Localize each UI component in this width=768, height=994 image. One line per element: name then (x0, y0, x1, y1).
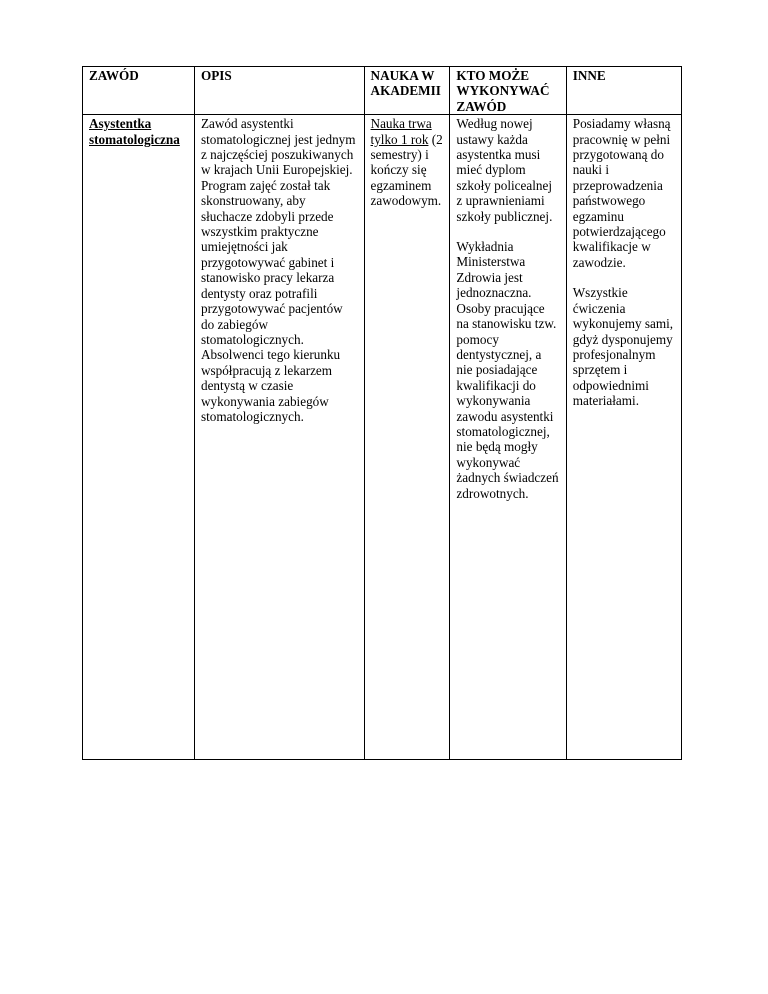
cell-nauka (364, 115, 450, 760)
description-text: Zawód asystentki stomatologicznej jest jednym z najczęściej poszukiwanych w krajach Unii Europejskiej. Program zajęć został tak skonstruowany, aby słuchacze zdobyli przede wszystkim praktyczne umiejętności jak przygotowywać gabinet i stanowisko pracy lekarza dentysty oraz potrafili przygotowywać pacjentów do zabiegów stomatologicznych. Absolwenci tego kierunku współpracują z lekarzem dentystą w czasie wykonywania zabiegów stomatologicznych. (200, 116, 356, 424)
other-paragraph-2: Wszystkie ćwiczenia wykonujemy sami, gdyż dysponujemy profesjonalnym sprzętem i odpowiednimi materiałami. (572, 285, 674, 409)
header-row (83, 67, 682, 115)
other-paragraph-1: Posiadamy własną pracownię w pełni przygotowaną do nauki i przeprowadzenia państwowego egzaminu potwierdzającego kwalifikacje w zawodzie. (572, 116, 671, 270)
cell-inne (566, 115, 681, 760)
cell-opis (194, 115, 364, 760)
eligibility-paragraph-1: Według nowej ustawy każda asystentka musi mieć dyplom szkoły policealnej z uprawnieniami szkoły publicznej. (456, 116, 553, 224)
paragraph-gap (573, 270, 675, 285)
header-nauka: NAUKA W AKADEMII (364, 67, 450, 115)
header-kto: KTO MOŻE WYKONYWAĆ ZAWÓD (450, 67, 566, 115)
cell-kto (450, 115, 566, 760)
table-row (83, 115, 682, 760)
header-opis: OPIS (194, 67, 364, 115)
paragraph-gap (456, 224, 559, 239)
cell-zawod (83, 115, 195, 760)
header-zawod: ZAWÓD (83, 67, 195, 115)
header-inne: INNE (566, 67, 681, 115)
eligibility-paragraph-2: Wykładnia Ministerstwa Zdrowia jest jednoznaczna. Osoby pracujące na stanowisku tzw. pomocy dentystycznej, a nie posiadające kwalifikacji do wykonywania zawodu asystentki stomatologicznej, nie będą mogły wykonywać żadnych świadczeń zdrowotnych. (456, 239, 559, 501)
profession-table (82, 66, 682, 760)
duration-highlight: Nauka trwa tylko 1 rok (370, 116, 432, 147)
duration-text: (2 semestry) i kończy się egzaminem zawodowym. (370, 131, 443, 209)
profession-name: Asystentka stomatologiczna (89, 116, 180, 147)
